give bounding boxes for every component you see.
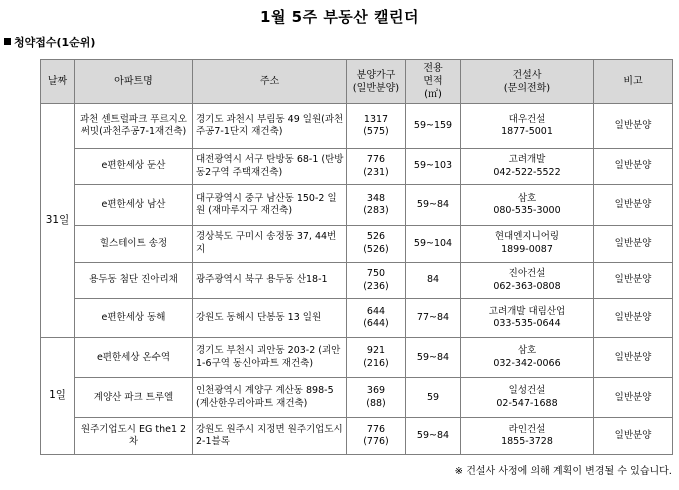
units-cell (347, 378, 406, 418)
date-cell: 31일 (41, 104, 75, 338)
address-cell: 광주광역시 북구 용두동 산18-1 (193, 262, 347, 299)
units-cell (347, 104, 406, 149)
builder-phone: 042-522-5522 (493, 166, 561, 178)
builder-name: 라인건설 (508, 423, 546, 435)
date-cell: 1일 (41, 338, 75, 455)
units-general: (236) (363, 280, 389, 292)
header-apartment: 아파트명 (75, 60, 193, 104)
header-date: 날짜 (41, 60, 75, 104)
address-cell: 경상북도 구미시 송정동 37, 44번지 (193, 225, 347, 262)
builder-name: 현대엔지니어링 (494, 231, 560, 243)
table-row (41, 378, 673, 418)
note-cell: 일반분양 (594, 338, 673, 378)
units-total: 369 (366, 385, 386, 397)
table-row (41, 262, 673, 299)
apartment-cell: e편한세상 동해 (75, 299, 193, 338)
address-cell: 강원도 동해시 단봉동 13 일원 (193, 299, 347, 338)
note-cell: 일반분양 (594, 378, 673, 418)
area-cell: 59~103 (406, 149, 461, 185)
units-total: 776 (366, 154, 386, 166)
area-cell: 59 (406, 378, 461, 418)
builder-phone: 1899-0087 (501, 243, 553, 255)
units-cell (347, 184, 406, 225)
header-area-line3: (㎡) (424, 89, 442, 100)
units-total: 526 (366, 231, 386, 243)
table-row (41, 149, 673, 185)
address-cell: 경기도 과천시 부림동 49 일원(과천주공7-1단지 재건축) (193, 104, 347, 149)
apartment-cell: e편한세상 둔산 (75, 149, 193, 185)
units-cell (347, 299, 406, 338)
table-row (41, 225, 673, 262)
apartment-cell: 원주기업도시 EG the1 2차 (75, 418, 193, 455)
builder-phone: 1855-3728 (501, 436, 553, 448)
units-cell (347, 262, 406, 299)
note-cell: 일반분양 (594, 299, 673, 338)
address-cell: 대구광역시 중구 남산동 150-2 일원 (재마루지구 재건축) (193, 184, 347, 225)
address-cell: 강원도 원주시 지정면 원주기업도시 2-1블록 (193, 418, 347, 455)
units-total: 348 (366, 192, 386, 204)
units-total: 1317 (363, 113, 389, 125)
units-total: 921 (366, 345, 386, 357)
builder-cell (461, 418, 594, 455)
table-row (41, 418, 673, 455)
builder-name: 대우건설 (508, 113, 546, 125)
area-cell: 59~84 (406, 338, 461, 378)
units-total: 776 (366, 423, 386, 435)
apartment-cell: 힐스테이트 송정 (75, 225, 193, 262)
note-cell: 일반분양 (594, 184, 673, 225)
units-cell (347, 418, 406, 455)
builder-name: 삼호 (517, 345, 537, 357)
header-units-line1: 분양가구 (356, 69, 396, 81)
address-cell: 대전광역시 서구 탄방동 68-1 (탄방동2구역 주택재건축) (193, 149, 347, 185)
builder-name: 삼호 (517, 192, 537, 204)
note-cell: 일반분양 (594, 149, 673, 185)
header-area (406, 60, 461, 104)
units-general: (231) (363, 166, 389, 178)
table-row (41, 338, 673, 378)
apartment-cell: e편한세상 온수역 (75, 338, 193, 378)
header-address: 주소 (193, 60, 347, 104)
builder-phone: 1877-5001 (501, 126, 553, 138)
note-cell: 일반분양 (594, 418, 673, 455)
area-cell: 59~84 (406, 418, 461, 455)
units-total: 644 (366, 306, 386, 318)
units-general: (88) (366, 397, 386, 409)
note-cell: 일반분양 (594, 262, 673, 299)
apartment-cell: 계양산 파크 트루엘 (75, 378, 193, 418)
table-body (41, 104, 673, 455)
units-cell (347, 338, 406, 378)
builder-phone: 033-535-0644 (493, 318, 561, 330)
builder-phone: 02-547-1688 (496, 397, 558, 409)
units-general: (575) (363, 126, 389, 138)
section-title: 청약접수(1순위) (14, 36, 96, 49)
header-note: 비고 (594, 60, 673, 104)
header-row (41, 60, 673, 104)
builder-name: 일성건설 (508, 385, 546, 397)
address-cell: 인천광역시 계양구 계산동 898-5 (계산한우리아파트 재건축) (193, 378, 347, 418)
apartment-cell: 용두동 첨단 진아리채 (75, 262, 193, 299)
table-row (41, 104, 673, 149)
note-cell: 일반분양 (594, 104, 673, 149)
apartment-cell: e편한세상 남산 (75, 184, 193, 225)
area-cell: 59~84 (406, 184, 461, 225)
builder-name: 진아건설 (508, 268, 546, 280)
units-general: (216) (363, 357, 389, 369)
builder-cell (461, 184, 594, 225)
header-builder-line1: 건설사 (512, 69, 542, 81)
header-builder (461, 60, 594, 104)
header-units (347, 60, 406, 104)
subscription-table (40, 59, 673, 455)
units-general: (526) (363, 243, 389, 255)
section-heading (4, 34, 95, 50)
table-row (41, 299, 673, 338)
area-cell: 59~104 (406, 225, 461, 262)
builder-cell (461, 378, 594, 418)
units-general: (644) (363, 318, 389, 330)
builder-cell (461, 225, 594, 262)
units-cell (347, 225, 406, 262)
square-bullet-icon (4, 38, 11, 45)
units-general: (283) (363, 204, 389, 216)
area-cell: 84 (406, 262, 461, 299)
builder-cell (461, 299, 594, 338)
footnote: ※ 건설사 사정에 의해 계획이 변경될 수 있습니다. (454, 466, 672, 477)
builder-cell (461, 104, 594, 149)
page-title: 1월 5주 부동산 캘린더 (260, 8, 419, 26)
area-cell: 77~84 (406, 299, 461, 338)
builder-phone: 062-363-0808 (493, 280, 561, 292)
builder-name: 고려개발 (508, 154, 546, 166)
builder-phone: 032-342-0066 (493, 357, 561, 369)
address-cell: 경기도 부천시 괴안동 203-2 (괴안1-6구역 동신아파트 재건축) (193, 338, 347, 378)
apartment-cell: 과천 센트럴파크 푸르지오 써밋(과천주공7-1재건축) (75, 104, 193, 149)
builder-cell (461, 262, 594, 299)
header-area-line2: 면적 (423, 76, 443, 87)
header-builder-line2: (문의전화) (503, 82, 551, 94)
area-cell: 59~159 (406, 104, 461, 149)
units-total: 750 (366, 268, 386, 280)
units-general: (776) (363, 436, 389, 448)
units-cell (347, 149, 406, 185)
builder-phone: 080-535-3000 (493, 204, 561, 216)
header-units-line2: (일반분양) (352, 82, 400, 94)
builder-cell (461, 338, 594, 378)
table-row (41, 184, 673, 225)
builder-name: 고려개발 대림산업 (488, 306, 566, 318)
builder-cell (461, 149, 594, 185)
header-area-line1: 전용 (423, 63, 443, 74)
note-cell: 일반분양 (594, 225, 673, 262)
